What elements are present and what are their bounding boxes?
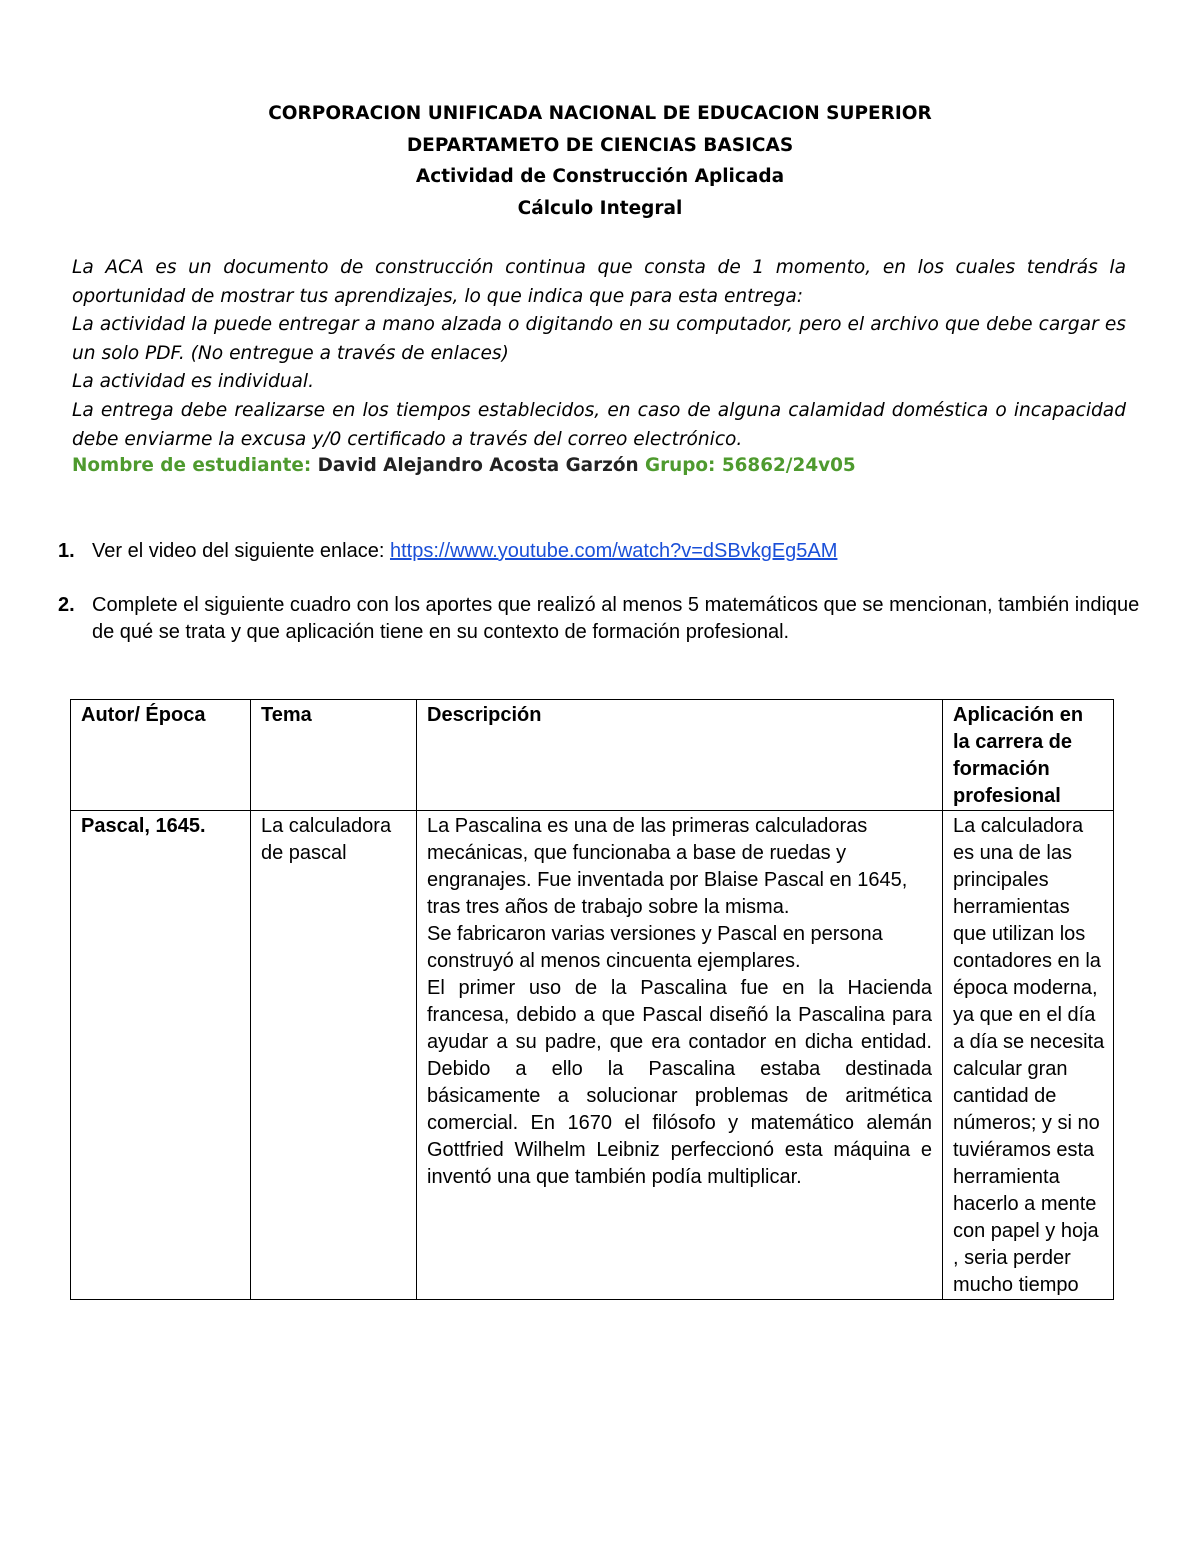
course-title: Cálculo Integral xyxy=(517,197,683,219)
cell-topic: La calculadora de pascal xyxy=(251,811,417,1300)
video-link[interactable]: https://www.youtube.com/watch?v=dSBvkgEg5AM xyxy=(389,540,838,562)
document-header xyxy=(0,98,1200,224)
institution-title: CORPORACION UNIFICADA NACIONAL DE EDUCACION SUPERIOR xyxy=(268,103,932,124)
student-name-label: Nombre de estudiante: xyxy=(72,455,312,476)
table-row xyxy=(71,811,1114,1300)
table-header-row xyxy=(71,700,1114,811)
group-label: Grupo: xyxy=(645,455,716,476)
group-value: 56862/24v05 xyxy=(721,455,856,476)
question-1-number: 1. xyxy=(58,540,75,562)
description-paragraph-3: El primer uso de la Pascalina fue en la Hacienda francesa, debido a que Pascal diseñó la Pascalina para ayudar a su padre, que era contador en dicha entidad. Debido a ello la Pascalina estaba destinada básicamente a solucionar problemas de aritmética comercial. En 1670 el filósofo y matemático alemán Gottfried Wilhelm Leibniz perfeccionó esta máquina e inventó una que también podía multiplicar. xyxy=(427,977,932,1188)
cell-description xyxy=(417,811,943,1300)
mathematicians-table xyxy=(70,699,1114,1300)
question-1-text: Ver el video del siguiente enlace: xyxy=(92,540,385,562)
student-name: David Alejandro Acosta Garzón xyxy=(317,455,639,476)
student-info xyxy=(72,455,856,476)
question-2-text: Complete el siguiente cuadro con los aportes que realizó al menos 5 matemáticos que se mencionan, también indique de qué se trata y que aplicación tiene en su contexto de formación profesional. xyxy=(92,594,1140,643)
instructions-paragraph-3: La actividad es individual. xyxy=(72,371,315,393)
header-application: Aplicación en la carrera de formación profesional xyxy=(943,700,1114,811)
description-paragraph-1: La Pascalina es una de las primeras calculadoras mecánicas, que funcionaba a base de ruedas y engranajes. Fue inventada por Blaise Pascal en 1645, tras tres años de trabajo sobre la misma. xyxy=(427,815,908,918)
instructions xyxy=(72,254,1126,454)
cell-application: La calculadora es una de las principales herramientas que utilizan los contadores en la época moderna, ya que en el día a día se necesita calcular gran cantidad de números; y si no tuviéramos esta herramienta hacerlo a mente con papel y hoja , seria perder mucho tiempo xyxy=(943,811,1114,1300)
instructions-paragraph-2: La actividad la puede entregar a mano alzada o digitando en su computador, pero el archivo que debe cargar es un solo PDF. (No entregue a través de enlaces) xyxy=(72,314,1126,364)
instructions-paragraph-4: La entrega debe realizarse en los tiempos establecidos, en caso de alguna calamidad doméstica o incapacidad debe enviarme la excusa y/0 certificado a través del correo electrónico. xyxy=(72,399,1126,450)
question-2-number: 2. xyxy=(58,594,75,616)
header-topic: Tema xyxy=(251,700,417,811)
cell-author: Pascal, 1645. xyxy=(71,811,251,1300)
header-description: Descripción xyxy=(417,700,943,811)
description-paragraph-2: Se fabricaron varias versiones y Pascal en persona construyó al menos cincuenta ejemplares. xyxy=(427,923,883,972)
department-title: DEPARTAMETO DE CIENCIAS BASICAS xyxy=(406,134,794,156)
instructions-paragraph-1: La ACA es un documento de construcción continua que consta de 1 momento, en los cuales tendrás la oportunidad de mostrar tus aprendizajes, lo que indica que para esta entrega: xyxy=(72,257,1126,307)
header-author: Autor/ Época xyxy=(71,700,251,811)
activity-title: Actividad de Construcción Aplicada xyxy=(415,166,785,187)
